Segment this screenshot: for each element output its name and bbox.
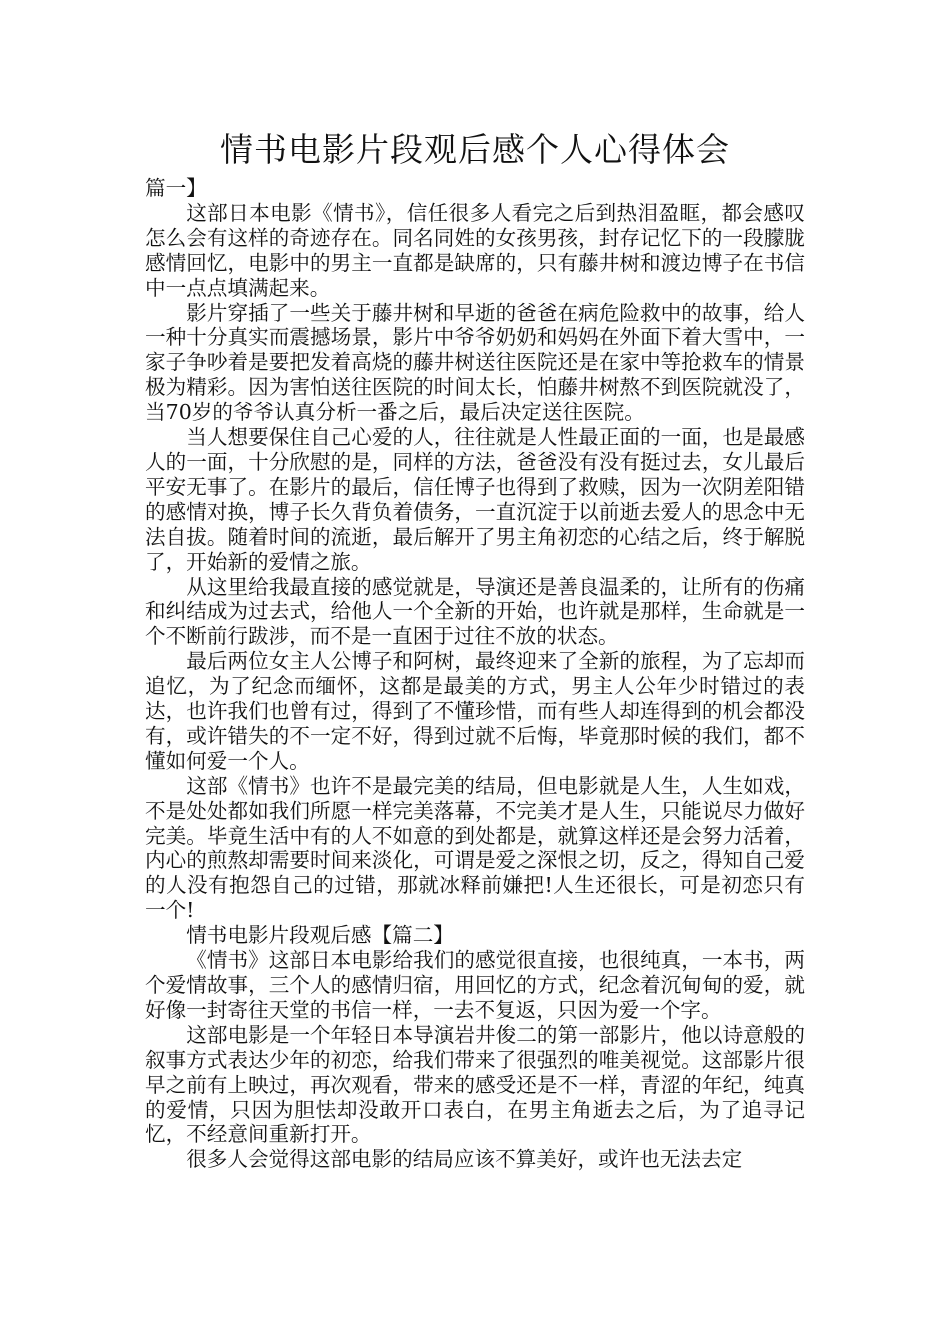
document-body bbox=[145, 176, 805, 1172]
paragraph: 《情书》这部日本电影给我们的感觉很直接，也很纯真，一本书，两个爱情故事，三个人的感情归宿，用回忆的方式，纪念着沉甸甸的爱，就好像一封寄往天堂的书信一样，一去不复返，只因为爱一个字。 bbox=[145, 948, 805, 1022]
paragraph: 从这里给我最直接的感觉就是，导演还是善良温柔的，让所有的伤痛和纠结成为过去式，给他人一个全新的开始，也许就是那样，生命就是一个不断前行跋涉，而不是一直困于过往不放的状态。 bbox=[145, 574, 805, 649]
paragraph: 篇一】 bbox=[145, 176, 207, 200]
document-title: 情书电影片段观后感个人心得体会 bbox=[220, 130, 730, 169]
paragraph: 很多人会觉得这部电影的结局应该不算美好，或许也无法去定 bbox=[186, 1147, 743, 1172]
paragraph: 这部日本电影《情书》，信任很多人看完之后到热泪盈眶，都会感叹怎么会有这样的奇迹存在。同名同姓的女孩男孩，封存记忆下的一段朦胧感情回忆，电影中的男主一直都是缺席的，只有藤井树和渡边博子在书信中一点点填满起来。 bbox=[145, 200, 805, 300]
paragraph: 情书电影片段观后感【篇二】 bbox=[186, 923, 454, 948]
paragraph: 当人想要保住自己心爱的人，往往就是人性最正面的一面，也是最感人的一面，十分欣慰的是，同样的方法，爸爸没有没有挺过去，女儿最后平安无事了。在影片的最后，信任博子也得到了救赎，因为一次阴差阳错的感情对换，博子长久背负着债务，一直沉淀于以前逝去爱人的思念中无法自拔。随着时间的流逝，最后解开了男主角初恋的心结之后，终于解脱了，开始新的爱情之旅。 bbox=[145, 425, 805, 574]
paragraph: 影片穿插了一些关于藤井树和早逝的爸爸在病危险救中的故事，给人一种十分真实而震撼场景，影片中爷爷奶奶和妈妈在外面下着大雪中，一家子争吵着是要把发着高烧的藤井树送往医院还是在家中等抢救车的情景极为精彩。因为害怕送往医院的时间太长，怕藤井树熬不到医院就没了，当70岁的爷爷认真分析一番之后，最后决定送往医院。 bbox=[145, 300, 805, 425]
paragraph: 最后两位女主人公博子和阿树，最终迎来了全新的旅程，为了忘却而追忆，为了纪念而缅怀，这都是最美的方式，男主人公年少时错过的表达，也许我们也曾有过，得到了不懂珍惜，而有些人却连得到的机会都没有，或许错失的不一定不好，得到过就不后悔，毕竟那时候的我们，都不懂如何爱一个人。 bbox=[145, 649, 805, 773]
paragraph: 这部《情书》也许不是最完美的结局，但电影就是人生，人生如戏，不是处处都如我们所愿一样完美落幕，不完美才是人生，只能说尽力做好完美。毕竟生活中有的人不如意的到处都是，就算这样还是会努力活着，内心的煎熬却需要时间来淡化，可谓是爱之深恨之切，反之，得知自己爱的人没有抱怨自己的过错，那就冰释前嫌把!人生还很长，可是初恋只有一个! bbox=[145, 773, 805, 923]
paragraph: 这部电影是一个年轻日本导演岩井俊二的第一部影片，他以诗意般的叙事方式表达少年的初恋，给我们带来了很强烈的唯美视觉。这部影片很早之前有上映过，再次观看，带来的感受还是不一样，青涩的年纪，纯真的爱情，只因为胆怯却没敢开口表白，在男主角逝去之后，为了追寻记忆，不经意间重新打开。 bbox=[145, 1022, 805, 1147]
